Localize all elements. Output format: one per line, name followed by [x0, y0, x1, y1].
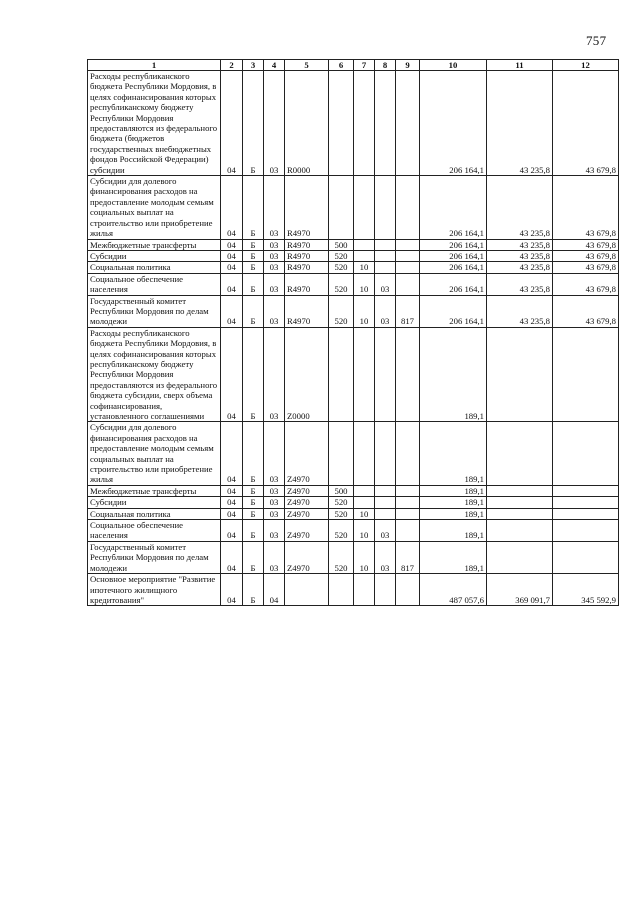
cell-program: 04: [221, 250, 243, 261]
cell-expense-type: 520: [329, 541, 354, 573]
cell-year2-amount: 43 235,8: [487, 176, 553, 239]
table-row: [88, 422, 619, 485]
cell-program: 04: [221, 176, 243, 239]
cell-program: 04: [221, 422, 243, 485]
cell-target-code: R4970: [285, 273, 329, 295]
cell-target-code: Z0000: [285, 327, 329, 422]
cell-year1-amount: 206 164,1: [420, 295, 487, 327]
column-header-6: 6: [329, 60, 354, 71]
cell-target-code: [285, 574, 329, 606]
cell-subprogram: Б: [243, 273, 264, 295]
cell-measure: 03: [264, 508, 285, 519]
cell-expense-type: 520: [329, 520, 354, 542]
cell-year1-amount: 189,1: [420, 497, 487, 508]
cell-section: 10: [354, 295, 375, 327]
cell-year3-amount: [553, 327, 619, 422]
cell-year3-amount: 43 679,8: [553, 250, 619, 261]
cell-year3-amount: 43 679,8: [553, 262, 619, 273]
cell-expense-type: [329, 327, 354, 422]
cell-measure: 04: [264, 574, 285, 606]
cell-year2-amount: [487, 422, 553, 485]
cell-year2-amount: 43 235,8: [487, 239, 553, 250]
column-header-12: 12: [553, 60, 619, 71]
row-name: Межбюджетные трансферты: [88, 485, 221, 496]
table-row: [88, 176, 619, 239]
cell-year3-amount: 345 592,9: [553, 574, 619, 606]
cell-year2-amount: 43 235,8: [487, 250, 553, 261]
cell-year1-amount: 189,1: [420, 327, 487, 422]
cell-measure: 03: [264, 239, 285, 250]
table-body: [88, 71, 619, 606]
cell-section: [354, 327, 375, 422]
cell-section: [354, 422, 375, 485]
cell-target-code: R4970: [285, 176, 329, 239]
cell-section: [354, 239, 375, 250]
cell-section: 10: [354, 273, 375, 295]
cell-section: 10: [354, 520, 375, 542]
cell-subprogram: Б: [243, 520, 264, 542]
cell-expense-type: 500: [329, 239, 354, 250]
cell-year1-amount: 189,1: [420, 485, 487, 496]
cell-program: 04: [221, 520, 243, 542]
cell-ministry: [396, 485, 420, 496]
cell-subprogram: Б: [243, 574, 264, 606]
cell-subsection: [375, 239, 396, 250]
cell-year1-amount: 206 164,1: [420, 71, 487, 176]
cell-program: 04: [221, 71, 243, 176]
column-header-11: 11: [487, 60, 553, 71]
cell-year1-amount: 189,1: [420, 541, 487, 573]
column-header-1: 1: [88, 60, 221, 71]
cell-year2-amount: 369 091,7: [487, 574, 553, 606]
cell-ministry: 817: [396, 295, 420, 327]
row-name: Государственный комитет Республики Мордовия по делам молодежи: [88, 541, 221, 573]
cell-program: 04: [221, 508, 243, 519]
cell-year1-amount: 206 164,1: [420, 176, 487, 239]
table-row: [88, 574, 619, 606]
row-name: Государственный комитет Республики Мордовия по делам молодежи: [88, 295, 221, 327]
row-name: Социальное обеспечение населения: [88, 273, 221, 295]
cell-ministry: 817: [396, 541, 420, 573]
cell-section: [354, 250, 375, 261]
cell-year1-amount: 189,1: [420, 508, 487, 519]
table-row: [88, 485, 619, 496]
column-header-4: 4: [264, 60, 285, 71]
cell-expense-type: [329, 574, 354, 606]
cell-ministry: [396, 508, 420, 519]
cell-measure: 03: [264, 541, 285, 573]
cell-year2-amount: [487, 541, 553, 573]
row-name: Социальная политика: [88, 508, 221, 519]
cell-ministry: [396, 250, 420, 261]
cell-subprogram: Б: [243, 508, 264, 519]
table-row: [88, 327, 619, 422]
cell-subprogram: Б: [243, 295, 264, 327]
cell-ministry: [396, 273, 420, 295]
cell-target-code: Z4970: [285, 520, 329, 542]
column-header-9: 9: [396, 60, 420, 71]
cell-section: [354, 497, 375, 508]
cell-year2-amount: 43 235,8: [487, 295, 553, 327]
column-header-2: 2: [221, 60, 243, 71]
cell-year3-amount: [553, 520, 619, 542]
cell-ministry: [396, 422, 420, 485]
cell-program: 04: [221, 273, 243, 295]
cell-program: 04: [221, 239, 243, 250]
cell-measure: 03: [264, 71, 285, 176]
cell-target-code: R4970: [285, 250, 329, 261]
cell-target-code: Z4970: [285, 541, 329, 573]
cell-ministry: [396, 176, 420, 239]
cell-section: [354, 71, 375, 176]
cell-year1-amount: 189,1: [420, 520, 487, 542]
cell-ministry: [396, 239, 420, 250]
column-header-8: 8: [375, 60, 396, 71]
cell-section: 10: [354, 541, 375, 573]
row-name: Субсидии для долевого финансирования расходов на предоставление молодым семьям социальных выплат на строительство или приобретение жилья: [88, 176, 221, 239]
cell-measure: 03: [264, 485, 285, 496]
cell-expense-type: 520: [329, 508, 354, 519]
cell-measure: 03: [264, 176, 285, 239]
cell-measure: 03: [264, 520, 285, 542]
cell-year3-amount: 43 679,8: [553, 295, 619, 327]
cell-year1-amount: 206 164,1: [420, 262, 487, 273]
cell-year2-amount: 43 235,8: [487, 262, 553, 273]
cell-section: 10: [354, 262, 375, 273]
cell-subsection: 03: [375, 273, 396, 295]
cell-year3-amount: [553, 422, 619, 485]
cell-measure: 03: [264, 422, 285, 485]
column-header-10: 10: [420, 60, 487, 71]
row-name: Расходы республиканского бюджета Республики Мордовия, в целях софинансирования которых республиканскому бюджету Республики Мордовия предоставляются из федерального бюджета (бюджетов государственных внебюджетных фондов Российской Федерации) субсидии: [88, 71, 221, 176]
cell-section: 10: [354, 508, 375, 519]
cell-ministry: [396, 262, 420, 273]
cell-program: 04: [221, 497, 243, 508]
cell-expense-type: [329, 422, 354, 485]
cell-subprogram: Б: [243, 262, 264, 273]
row-name: Социальное обеспечение населения: [88, 520, 221, 542]
cell-year1-amount: 189,1: [420, 422, 487, 485]
row-name: Межбюджетные трансферты: [88, 239, 221, 250]
cell-measure: 03: [264, 273, 285, 295]
cell-year3-amount: 43 679,8: [553, 176, 619, 239]
cell-expense-type: 520: [329, 497, 354, 508]
cell-section: [354, 574, 375, 606]
cell-subsection: [375, 497, 396, 508]
cell-year2-amount: [487, 497, 553, 508]
row-name: Субсидии: [88, 250, 221, 261]
cell-year3-amount: [553, 541, 619, 573]
cell-ministry: [396, 327, 420, 422]
cell-measure: 03: [264, 250, 285, 261]
cell-year1-amount: 206 164,1: [420, 250, 487, 261]
table-row: [88, 273, 619, 295]
cell-expense-type: 520: [329, 295, 354, 327]
cell-ministry: [396, 520, 420, 542]
cell-target-code: Z4970: [285, 422, 329, 485]
cell-year3-amount: [553, 508, 619, 519]
table-row: [88, 295, 619, 327]
cell-expense-type: 520: [329, 273, 354, 295]
column-header-5: 5: [285, 60, 329, 71]
cell-year1-amount: 206 164,1: [420, 273, 487, 295]
cell-ministry: [396, 497, 420, 508]
cell-measure: 03: [264, 497, 285, 508]
cell-subprogram: Б: [243, 422, 264, 485]
cell-year2-amount: [487, 327, 553, 422]
header-row: [88, 60, 619, 71]
cell-program: 04: [221, 485, 243, 496]
cell-subprogram: Б: [243, 250, 264, 261]
cell-year3-amount: 43 679,8: [553, 239, 619, 250]
cell-subsection: [375, 485, 396, 496]
table-row: [88, 71, 619, 176]
table-header: [88, 60, 619, 71]
cell-subprogram: Б: [243, 497, 264, 508]
cell-program: 04: [221, 327, 243, 422]
cell-target-code: R4970: [285, 239, 329, 250]
row-name: Социальная политика: [88, 262, 221, 273]
cell-measure: 03: [264, 262, 285, 273]
cell-expense-type: 520: [329, 250, 354, 261]
cell-target-code: R0000: [285, 71, 329, 176]
cell-subprogram: Б: [243, 541, 264, 573]
cell-expense-type: 500: [329, 485, 354, 496]
cell-year3-amount: 43 679,8: [553, 71, 619, 176]
cell-year1-amount: 487 057,6: [420, 574, 487, 606]
cell-subsection: 03: [375, 520, 396, 542]
row-name: Субсидии для долевого финансирования расходов на предоставление молодым семьям социальных выплат на строительство или приобретение жилья: [88, 422, 221, 485]
cell-subsection: [375, 250, 396, 261]
cell-year3-amount: 43 679,8: [553, 273, 619, 295]
cell-expense-type: [329, 176, 354, 239]
column-header-3: 3: [243, 60, 264, 71]
cell-expense-type: 520: [329, 262, 354, 273]
cell-target-code: Z4970: [285, 485, 329, 496]
cell-program: 04: [221, 262, 243, 273]
column-header-7: 7: [354, 60, 375, 71]
cell-measure: 03: [264, 327, 285, 422]
cell-ministry: [396, 71, 420, 176]
cell-subsection: 03: [375, 295, 396, 327]
cell-target-code: Z4970: [285, 497, 329, 508]
budget-table: [87, 59, 619, 606]
cell-section: [354, 485, 375, 496]
cell-year2-amount: [487, 485, 553, 496]
cell-year1-amount: 206 164,1: [420, 239, 487, 250]
cell-program: 04: [221, 574, 243, 606]
table-row: [88, 239, 619, 250]
table-row: [88, 520, 619, 542]
row-name: Расходы республиканского бюджета Республики Мордовия, в целях софинансирования которых республиканскому бюджету Республики Мордовия предоставляются из федерального бюджета субсидии, сверх объема софинансирования, установленного соглашениями: [88, 327, 221, 422]
cell-subsection: [375, 176, 396, 239]
page-number: 757: [586, 33, 607, 48]
cell-target-code: Z4970: [285, 508, 329, 519]
cell-program: 04: [221, 295, 243, 327]
cell-program: 04: [221, 541, 243, 573]
cell-subprogram: Б: [243, 327, 264, 422]
cell-subsection: [375, 71, 396, 176]
cell-target-code: R4970: [285, 295, 329, 327]
cell-ministry: [396, 574, 420, 606]
row-name: Основное мероприятие "Развитие ипотечного жилищного кредитования": [88, 574, 221, 606]
cell-expense-type: [329, 71, 354, 176]
table-row: [88, 508, 619, 519]
table-row: [88, 250, 619, 261]
row-name: Субсидии: [88, 497, 221, 508]
cell-measure: 03: [264, 295, 285, 327]
cell-subsection: [375, 327, 396, 422]
cell-year2-amount: 43 235,8: [487, 273, 553, 295]
cell-year2-amount: [487, 520, 553, 542]
table-row: [88, 497, 619, 508]
cell-subprogram: Б: [243, 71, 264, 176]
cell-year2-amount: [487, 508, 553, 519]
cell-year3-amount: [553, 485, 619, 496]
cell-subprogram: Б: [243, 485, 264, 496]
cell-year2-amount: 43 235,8: [487, 71, 553, 176]
cell-section: [354, 176, 375, 239]
cell-year3-amount: [553, 497, 619, 508]
cell-subsection: [375, 574, 396, 606]
cell-subsection: 03: [375, 541, 396, 573]
table-row: [88, 262, 619, 273]
cell-subsection: [375, 508, 396, 519]
cell-subsection: [375, 422, 396, 485]
cell-target-code: R4970: [285, 262, 329, 273]
cell-subsection: [375, 262, 396, 273]
cell-subprogram: Б: [243, 176, 264, 239]
table-row: [88, 541, 619, 573]
cell-subprogram: Б: [243, 239, 264, 250]
